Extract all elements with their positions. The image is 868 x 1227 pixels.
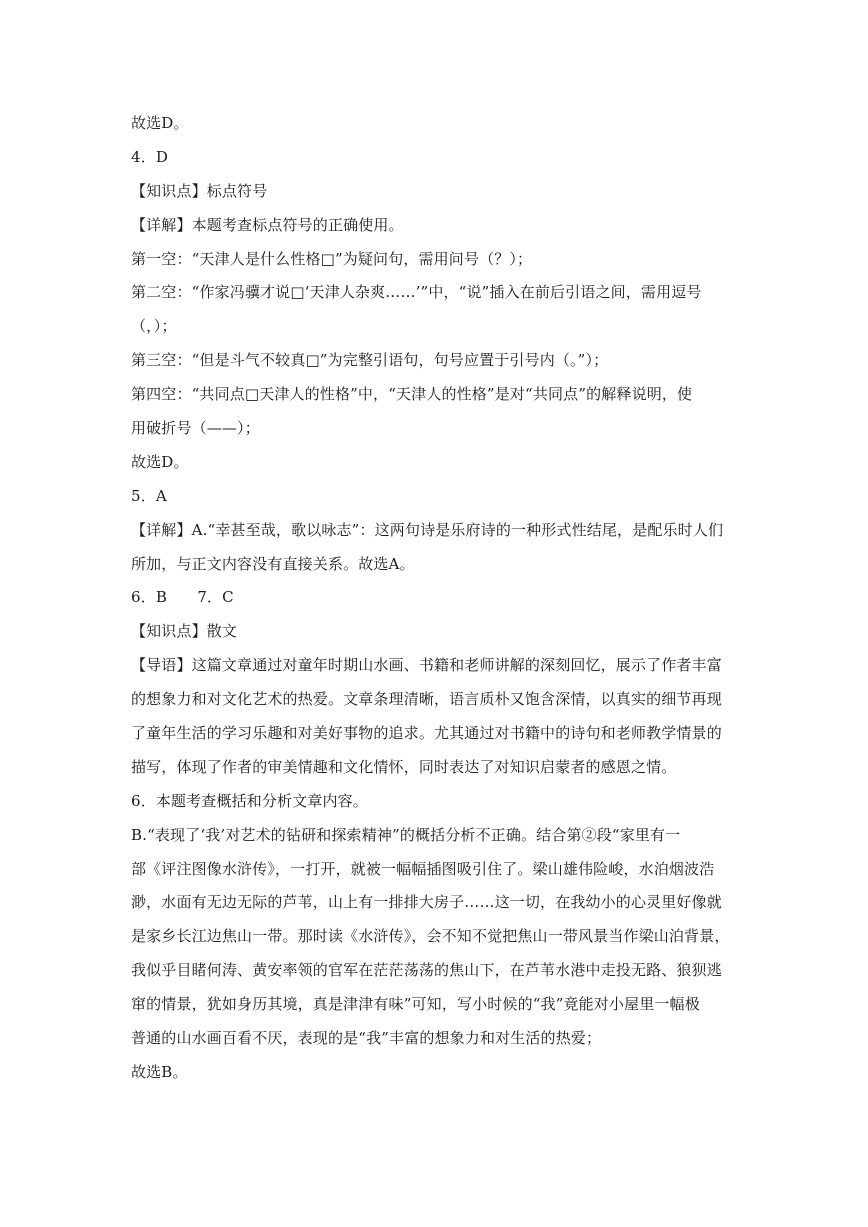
introduction-line-4: 描写，体现了作者的审美情趣和文化情怀，同时表达了对知识启蒙者的感恩之情。 [131,757,677,776]
question-6-analysis-7: 普通的山水画百看不厌，表现的是“我”丰富的想象力和对生活的热爱； [131,1029,602,1048]
introduction-line-2: 的想象力和对文化艺术的热爱。文章条理清晰，语言质朴又饱含深情，以真实的细节再现 [131,690,722,709]
explanation-4-blank-2-cont: （，）； [131,317,177,336]
question-6-analysis-1: B.“表现了‘我’对艺术的钻研和探索精神”的概括分析不正确。结合第②段“家里有一 [131,825,681,844]
answer-5: 5．A [131,486,167,505]
text-line-conclusion-6: 故选B。 [131,1062,188,1081]
introduction-line-1: 【导语】这篇文章通过对童年时期山水画、书籍和老师讲解的深刻回忆，展示了作者丰富 [131,656,722,675]
explanation-5-cont: 所加，与正文内容没有直接关系。故选A。 [131,554,415,573]
question-6-analysis-3: 渺，水面有无边无际的芦苇，山上有一排排大房子……这一切，在我幼小的心灵里好像就 [131,893,722,912]
answer-text-block [131,107,731,1090]
knowledge-point-6-7: 【知识点】散文 [131,622,238,641]
knowledge-point-4: 【知识点】标点符号 [131,181,268,200]
explanation-4-blank-4-cont: 用破折号（——）； [131,419,260,438]
explanation-4-blank-2: 第二空：“作家冯骥才说□‘天津人杂爽……’”中，“说”插入在前后引语之间，需用逗号 [131,283,702,302]
introduction-line-3: 了童年生活的学习乐趣和对美好事物的追求。尤其通过对书籍中的诗句和老师教学情景的 [131,724,722,743]
explanation-5: 【详解】A.“幸甚至哉，歌以咏志”：这两句诗是乐府诗的一种形式性结尾，是配乐时人们 [131,520,724,539]
question-6-analysis-4: 是家乡长江边焦山一带。那时读《水浒传》，会不知不觉把焦山一带风景当作梁山泊背景， [131,927,730,946]
explanation-4-intro: 【详解】本题考查标点符号的正确使用。 [131,215,404,234]
text-line-conclusion-4: 故选D。 [131,452,189,471]
explanation-4-blank-3: 第三空：“但是斗气不较真□”为完整引语句，句号应置于引号内（。”）； [131,351,609,370]
explanation-4-blank-4: 第四空：“共同点□天津人的性格”中，“天津人的性格”是对“共同点”的解释说明，使 [131,385,693,404]
answer-6-7: 6．B 7．C [131,588,234,607]
question-6-analysis-6: 窜的情景，犹如身历其境，真是津津有味”可知，写小时候的“我”竟能对小屋里一幅极 [131,995,700,1014]
question-6-heading: 6．本题考查概括和分析文章内容。 [131,791,368,810]
text-line-conclusion-3: 故选D。 [131,114,189,132]
question-6-analysis-2: 部《评注图像水浒传》，一打开，就被一幅幅插图吸引住了。梁山雄伟险峻，水泊烟波浩 [131,859,715,878]
explanation-4-blank-1: 第一空：“天津人是什么性格□”为疑问句，需用问号（？）； [131,249,533,268]
answer-4: 4．D [131,147,169,166]
question-6-analysis-5: 我似乎目睹何涛、黄安率领的官军在茫茫荡荡的焦山下，在芦苇水港中走投无路、狼狈逃 [131,961,722,980]
